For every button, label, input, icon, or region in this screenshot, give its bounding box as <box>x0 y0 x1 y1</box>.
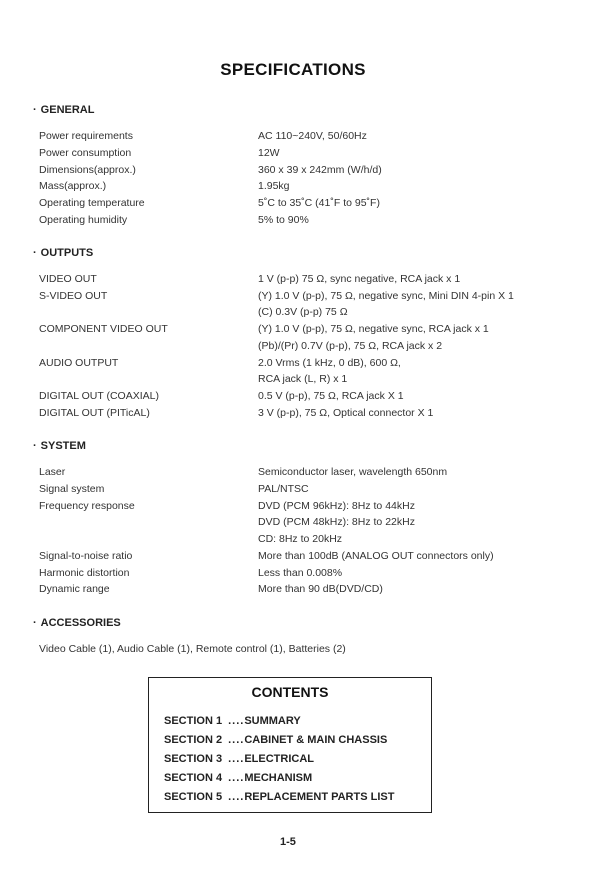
spec-label: Dynamic range <box>39 583 110 595</box>
contents-section-number: SECTION 4 <box>164 772 223 784</box>
contents-box <box>148 677 432 813</box>
contents-item <box>164 791 394 803</box>
spec-value: RCA jack (L, R) x 1 <box>258 373 348 385</box>
spec-value: 0.5 V (p-p), 75 Ω, RCA jack X 1 <box>258 390 404 402</box>
spec-label: S-VIDEO OUT <box>39 290 108 302</box>
contents-item <box>164 753 314 765</box>
spec-value: AC 110~240V, 50/60Hz <box>258 130 367 142</box>
spec-value: (Y) 1.0 V (p-p), 75 Ω, negative sync, Mini DIN 4-pin X 1 <box>258 290 514 302</box>
contents-item <box>164 772 312 784</box>
spec-label: DIGITAL OUT (COAXIAL) <box>39 390 159 402</box>
contents-leader: .... <box>228 772 245 784</box>
contents-leader: .... <box>228 753 245 765</box>
spec-value: CD: 8Hz to 20kHz <box>258 533 343 545</box>
spec-value: 5% to 90% <box>258 214 309 226</box>
spec-value: 360 x 39 x 242mm (W/h/d) <box>258 164 382 176</box>
contents-section-title: CABINET & MAIN CHASSIS <box>244 734 388 746</box>
spec-value: (Pb)/(Pr) 0.7V (p-p), 75 Ω, RCA jack x 2 <box>258 340 443 352</box>
spec-label: Power requirements <box>39 130 133 142</box>
spec-label: COMPONENT VIDEO OUT <box>39 323 168 335</box>
spec-value: 2.0 Vrms (1 kHz, 0 dB), 600 Ω, <box>258 357 401 369</box>
spec-value: PAL/NTSC <box>258 483 309 495</box>
contents-leader: .... <box>228 734 245 746</box>
spec-label: Operating temperature <box>39 197 145 209</box>
spec-value: 1.95kg <box>258 180 290 192</box>
contents-section-title: SUMMARY <box>244 715 301 727</box>
spec-value: DVD (PCM 96kHz): 8Hz to 44kHz <box>258 500 415 512</box>
section-heading-accessories: · ACCESSORIES <box>33 617 121 629</box>
spec-label: AUDIO OUTPUT <box>39 357 119 369</box>
contents-section-number: SECTION 5 <box>164 791 223 803</box>
spec-value: 12W <box>258 147 280 159</box>
contents-section-title: ELECTRICAL <box>244 753 314 765</box>
bullet-icon: · <box>33 617 37 629</box>
contents-title: CONTENTS <box>251 684 329 700</box>
bullet-icon: · <box>33 247 37 259</box>
page-number: 1-5 <box>280 836 296 848</box>
spec-label: Operating humidity <box>39 214 128 226</box>
contents-section-number: SECTION 3 <box>164 753 223 765</box>
section-heading-general: · GENERAL <box>33 104 95 116</box>
spec-label: Frequency response <box>39 500 135 512</box>
spec-label: Signal-to-noise ratio <box>39 550 133 562</box>
spec-label: VIDEO OUT <box>39 273 97 285</box>
section-heading-system: · SYSTEM <box>33 440 86 452</box>
bullet-icon: · <box>33 440 37 452</box>
spec-label: Power consumption <box>39 147 132 159</box>
spec-value: Less than 0.008% <box>258 567 343 579</box>
spec-value: More than 90 dB(DVD/CD) <box>258 583 383 595</box>
contents-section-number: SECTION 2 <box>164 734 223 746</box>
spec-label: Laser <box>39 466 66 478</box>
contents-item <box>164 734 387 746</box>
spec-label: DIGITAL OUT (PITicAL) <box>39 407 150 419</box>
bullet-icon: · <box>33 104 37 116</box>
spec-label: Dimensions(approx.) <box>39 164 136 176</box>
page-title: SPECIFICATIONS <box>220 60 366 79</box>
contents-item <box>164 715 301 727</box>
accessories-list: Video Cable (1), Audio Cable (1), Remote control (1), Batteries (2) <box>39 643 346 655</box>
spec-value: 3 V (p-p), 75 Ω, Optical connector X 1 <box>258 407 434 419</box>
spec-value: (Y) 1.0 V (p-p), 75 Ω, negative sync, RCA jack x 1 <box>258 323 489 335</box>
contents-section-number: SECTION 1 <box>164 715 223 727</box>
spec-label: Signal system <box>39 483 105 495</box>
spec-value: 5˚C to 35˚C (41˚F to 95˚F) <box>258 197 380 209</box>
spec-label: Mass(approx.) <box>39 180 107 192</box>
spec-value: More than 100dB (ANALOG OUT connectors only) <box>258 550 494 562</box>
contents-section-title: MECHANISM <box>244 772 313 784</box>
spec-value: Semiconductor laser, wavelength 650nm <box>258 466 448 478</box>
contents-leader: .... <box>228 715 245 727</box>
spec-value: DVD (PCM 48kHz): 8Hz to 22kHz <box>258 516 415 528</box>
spec-label: Harmonic distortion <box>39 567 130 579</box>
spec-value: (C) 0.3V (p-p) 75 Ω <box>258 306 348 318</box>
section-heading-outputs: · OUTPUTS <box>33 247 94 259</box>
spec-value: 1 V (p-p) 75 Ω, sync negative, RCA jack x 1 <box>258 273 461 285</box>
contents-section-title: REPLACEMENT PARTS LIST <box>244 791 395 803</box>
contents-leader: .... <box>228 791 245 803</box>
